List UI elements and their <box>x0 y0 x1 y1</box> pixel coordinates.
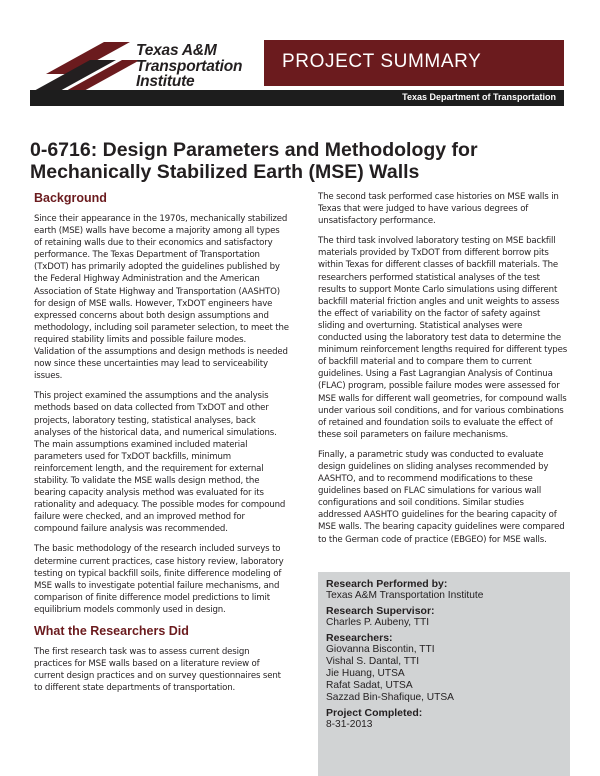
researcher-name: Vishal S. Dantal, TTI <box>326 656 420 667</box>
left-column <box>34 191 289 702</box>
body-paragraph: The third task involved laboratory testing on MSE backfill materials provided by TxDOT from different borrow pits within Texas for different classes of backfill materials. The researchers performed statistical analyses of the test results to support Monte Carlo simulations using different backfill material friction angles and unit weights to assess the effect of variability on the factor of safety against sliding and overturning. Statistical analyses were conducted using the laboratory test data to determine the minimum reinforcement lengths required for different types of backfill material and to compare them to current guidelines. Using a Fast Lagrangian Analysis of Continua (FLAC) program, possible failure modes were assessed for MSE walls for different wall geometries, for compound walls under various soil conditions, and for various combinations of retained and foundation soils to evaluate the effect of these soil parameters on failure mechanisms. <box>318 236 568 440</box>
performed-by-value: Texas A&M Transportation Institute <box>326 590 484 601</box>
background-paragraph: Since their appearance in the 1970s, mechanically stabilized earth (MSE) walls have become a majority among all types of retaining walls due to their economics and satisfactory performance. The Texas Department of Transportation (TxDOT) has primarily adopted the guidelines published by the Federal Highway Administration and the American Association of State Highway and Transportation (AASHTO) for design of MSE walls. However, TxDOT engineers have expressed concerns about both design assumptions and methodology, including soil parameter selection, to meet the required stability limits and possible failure modes. Validation of the assumptions and design methods is needed now since these uncertainties may lead to serviceability issues. <box>34 214 289 382</box>
project-info-box <box>318 572 570 776</box>
supervisor-label: Research Supervisor: <box>326 605 435 617</box>
researchers-label: Researchers: <box>326 632 393 644</box>
body-paragraph: Finally, a parametric study was conducted to evaluate design guidelines on sliding analyses recommended by AASHTO, and to recommend modifications to these guidelines based on FLAC simulations for various wall configurations and soil conditions. Similar studies addressed AASHTO guidelines for the bearing capacity of MSE walls. The bearing capacity guidelines were compared to the German code of practice (EBGEO) for MSE walls. <box>318 449 565 545</box>
completed-label: Project Completed: <box>326 707 423 719</box>
background-paragraph: This project examined the assumptions and the analysis methods based on data collected from TxDOT and other projects, laboratory testing, statistical analyses, back analyses of the historical data, and numerical simulations. The main assumptions examined included material parameters used for TxDOT backfills, minimum reinforcement length, and the requirement for external stability. To validate the MSE walls design method, the bearing capacity analysis method was evaluated for its rationality and adequacy. The possible modes for compound failure were checked, and an improved method for compound failure analysis was recommended. <box>34 391 286 535</box>
banner-title: PROJECT SUMMARY <box>282 51 482 72</box>
researcher-name: Jie Huang, UTSA <box>326 668 405 679</box>
logo-wordmark <box>136 43 242 90</box>
right-column <box>318 191 568 554</box>
sponsor-text: Texas Department of Transportation <box>402 92 556 102</box>
logo-line-3: Institute <box>136 73 195 90</box>
researchers-did-heading: What the Researchers Did <box>34 624 189 638</box>
logo-line-1: Texas A&M <box>136 42 217 59</box>
researchers-did-paragraph: The first research task was to assess current design practices for MSE walls based on a literature review of current design practices and on survey questionnaires sent to different state departments of transportation. <box>34 647 281 694</box>
body-paragraph: The second task performed case histories on MSE walls in Texas that were judged to have various degrees of unsatisfactory performance. <box>318 192 559 227</box>
performed-by-label: Research Performed by: <box>326 578 448 590</box>
researcher-name: Giovanna Biscontin, TTI <box>326 644 435 655</box>
sponsor-bar <box>30 90 564 106</box>
background-paragraph: The basic methodology of the research included surveys to determine current practices, case history review, laboratory testing on typical backfill soils, finite difference modeling of MSE walls to investigate potential failure mechanisms, and comparison of finite difference model predictions to limit equilibrium models commonly used in design. <box>34 544 284 615</box>
researcher-name: Sazzad Bin-Shafique, UTSA <box>326 692 454 703</box>
supervisor-value: Charles P. Aubeny, TTI <box>326 617 430 628</box>
researcher-name: Rafat Sadat, UTSA <box>326 680 413 691</box>
completed-value: 8-31-2013 <box>326 719 373 730</box>
logo-line-2: Transportation <box>136 57 243 75</box>
background-heading: Background <box>34 191 107 205</box>
document-title: 0-6716: Design Parameters and Methodology for Mechanically Stabilized Earth (MSE) Walls <box>30 139 478 183</box>
project-summary-banner <box>264 40 564 86</box>
